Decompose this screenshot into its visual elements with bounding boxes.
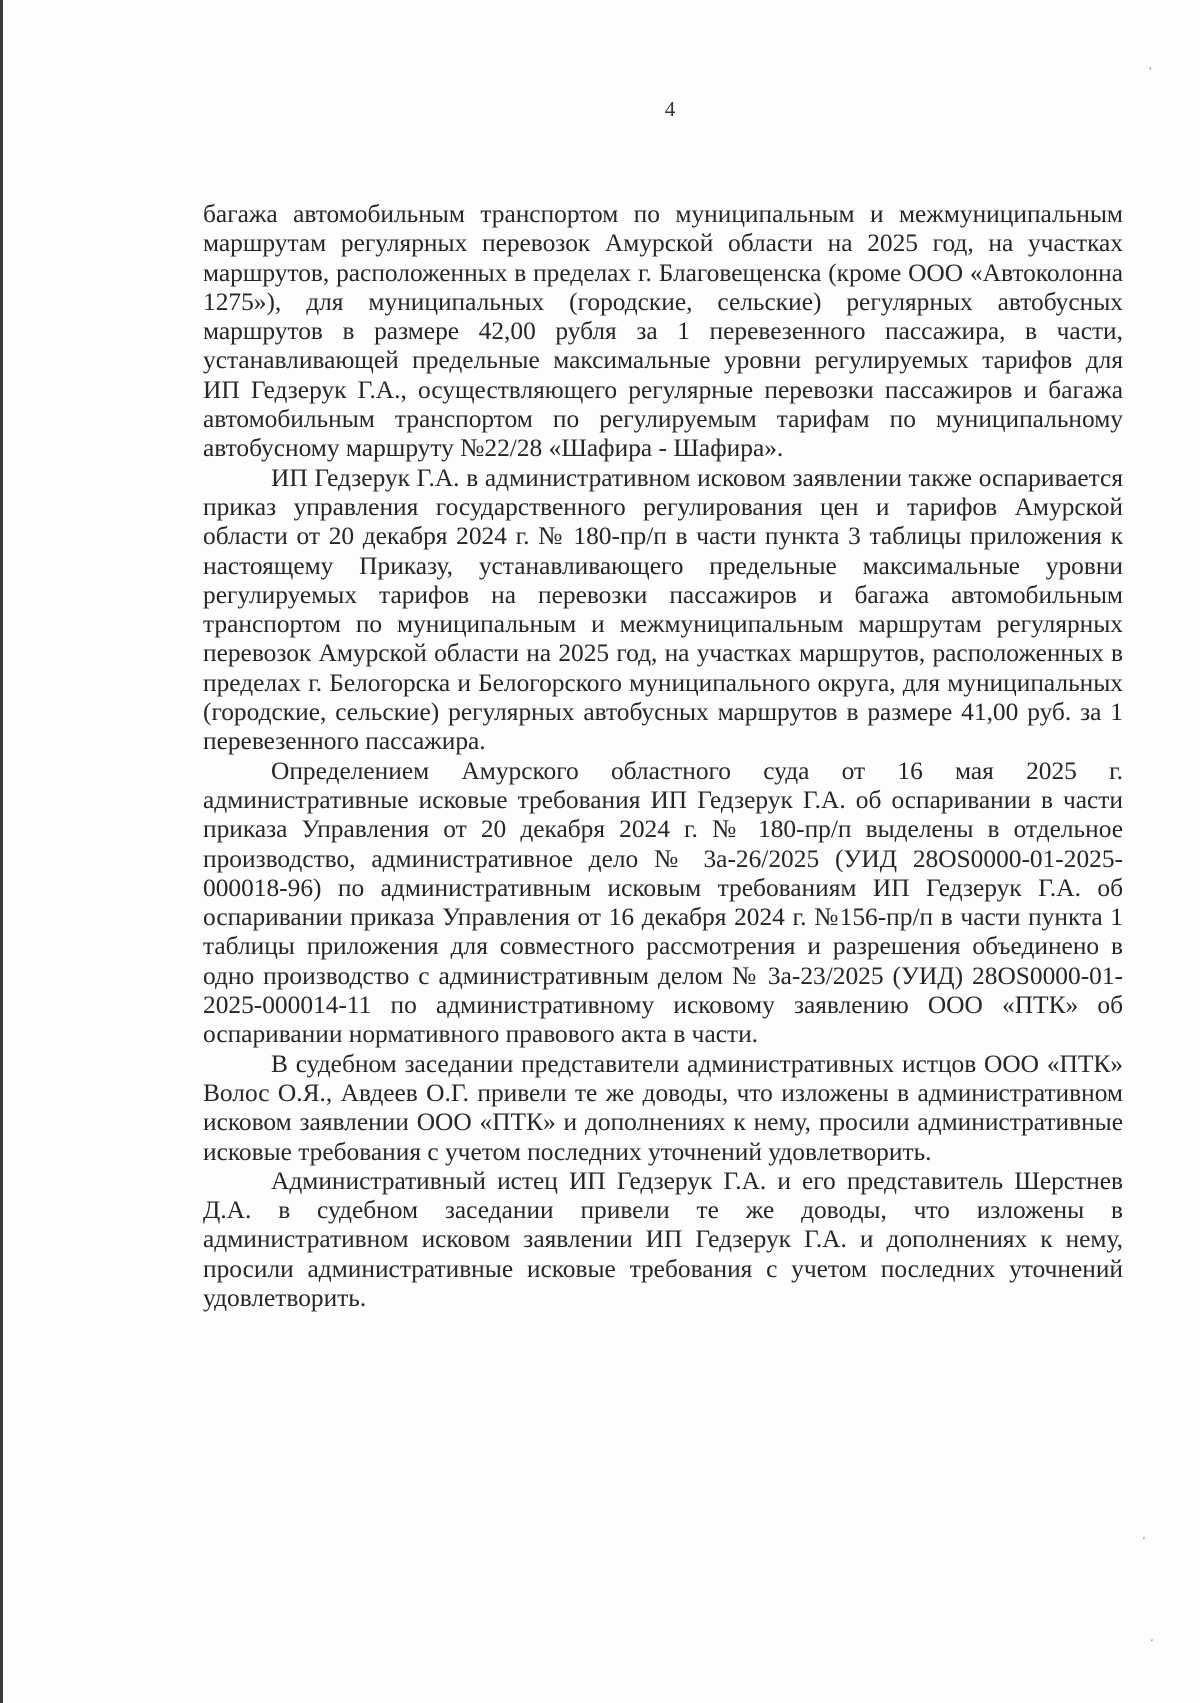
document-body: [203, 200, 1123, 1313]
paragraph: Определением Амурского областного суда от 16 мая 2025 г. административные исковые требования ИП Гедзерук Г.А. об оспаривании в части приказа Управления от 20 декабря 2024 г. № 180-пр/п выделены в отдельное производство, административное дело № 3а-26/2025 (УИД 28OS0000-01-2025-000018-96) по административным исковым требованиям ИП Гедзерук Г.А. об оспаривании приказа Управления от 16 декабря 2024 г. №156-пр/п в части пункта 1 таблицы приложения для совместного рассмотрения и разрешения объединено в одно производство с административным делом № 3а-23/2025 (УИД) 28OS0000-01-2025-000014-11 по административному исковому заявлению ООО «ПТК» об оспаривании нормативного правового акта в части.: [203, 756, 1123, 1049]
paragraph: Административный истец ИП Гедзерук Г.А. и его представитель Шерстнев Д.А. в судебном заседании привели те же доводы, что изложены в административном исковом заявлении ИП Гедзерук Г.А. и дополнениях к нему, просили административные исковые требования с учетом последних уточнений удовлетворить.: [203, 1166, 1123, 1312]
paragraph-continuation: багажа автомобильным транспортом по муниципальным и межмуниципальным маршрутам регулярных перевозок Амурской области на 2025 год, на участках маршрутов, расположенных в пределах г. Благовещенска (кроме ООО «Автоколонна 1275»), для муниципальных (городские, сельские) регулярных автобусных маршрутов в размере 42,00 рубля за 1 перевезенного пассажира, в части, устанавливающей предельные максимальные уровни регулируемых тарифов для ИП Гедзерук Г.А., осуществляющего регулярные перевозки пассажиров и багажа автомобильным транспортом по регулируемым тарифам по муниципальному автобусному маршруту №22/28 «Шафира - Шафира».: [203, 200, 1123, 463]
scan-speck: ˯: [1150, 1629, 1154, 1642]
scan-speck: ˯: [1142, 1527, 1146, 1540]
paragraph: В судебном заседании представители административных истцов ООО «ПТК» Волос О.Я., Авдеев О.Г. привели те же доводы, что изложены в административном исковом заявлении ООО «ПТК» и дополнениях к нему, просили административные исковые требования с учетом последних уточнений удовлетворить.: [203, 1049, 1123, 1166]
paragraph: ИП Гедзерук Г.А. в административном исковом заявлении также оспаривается приказ управления государственного регулирования цен и тарифов Амурской области от 20 декабря 2024 г. № 180-пр/п в части пункта 3 таблицы приложения к настоящему Приказу, устанавливающего предельные максимальные уровни регулируемых тарифов на перевозки пассажиров и багажа автомобильным транспортом по муниципальным и межмуниципальным маршрутам регулярных перевозок Амурской области на 2025 год, на участках маршрутов, расположенных в пределах г. Белогорска и Белогорского муниципального округа, для муниципальных (городские, сельские) регулярных автобусных маршрутов в размере 41,00 руб. за 1 перевезенного пассажира.: [203, 463, 1123, 756]
scan-speck: ˏ: [1147, 57, 1153, 70]
page-number: 4: [664, 97, 676, 121]
scan-edge: [0, 0, 3, 1703]
